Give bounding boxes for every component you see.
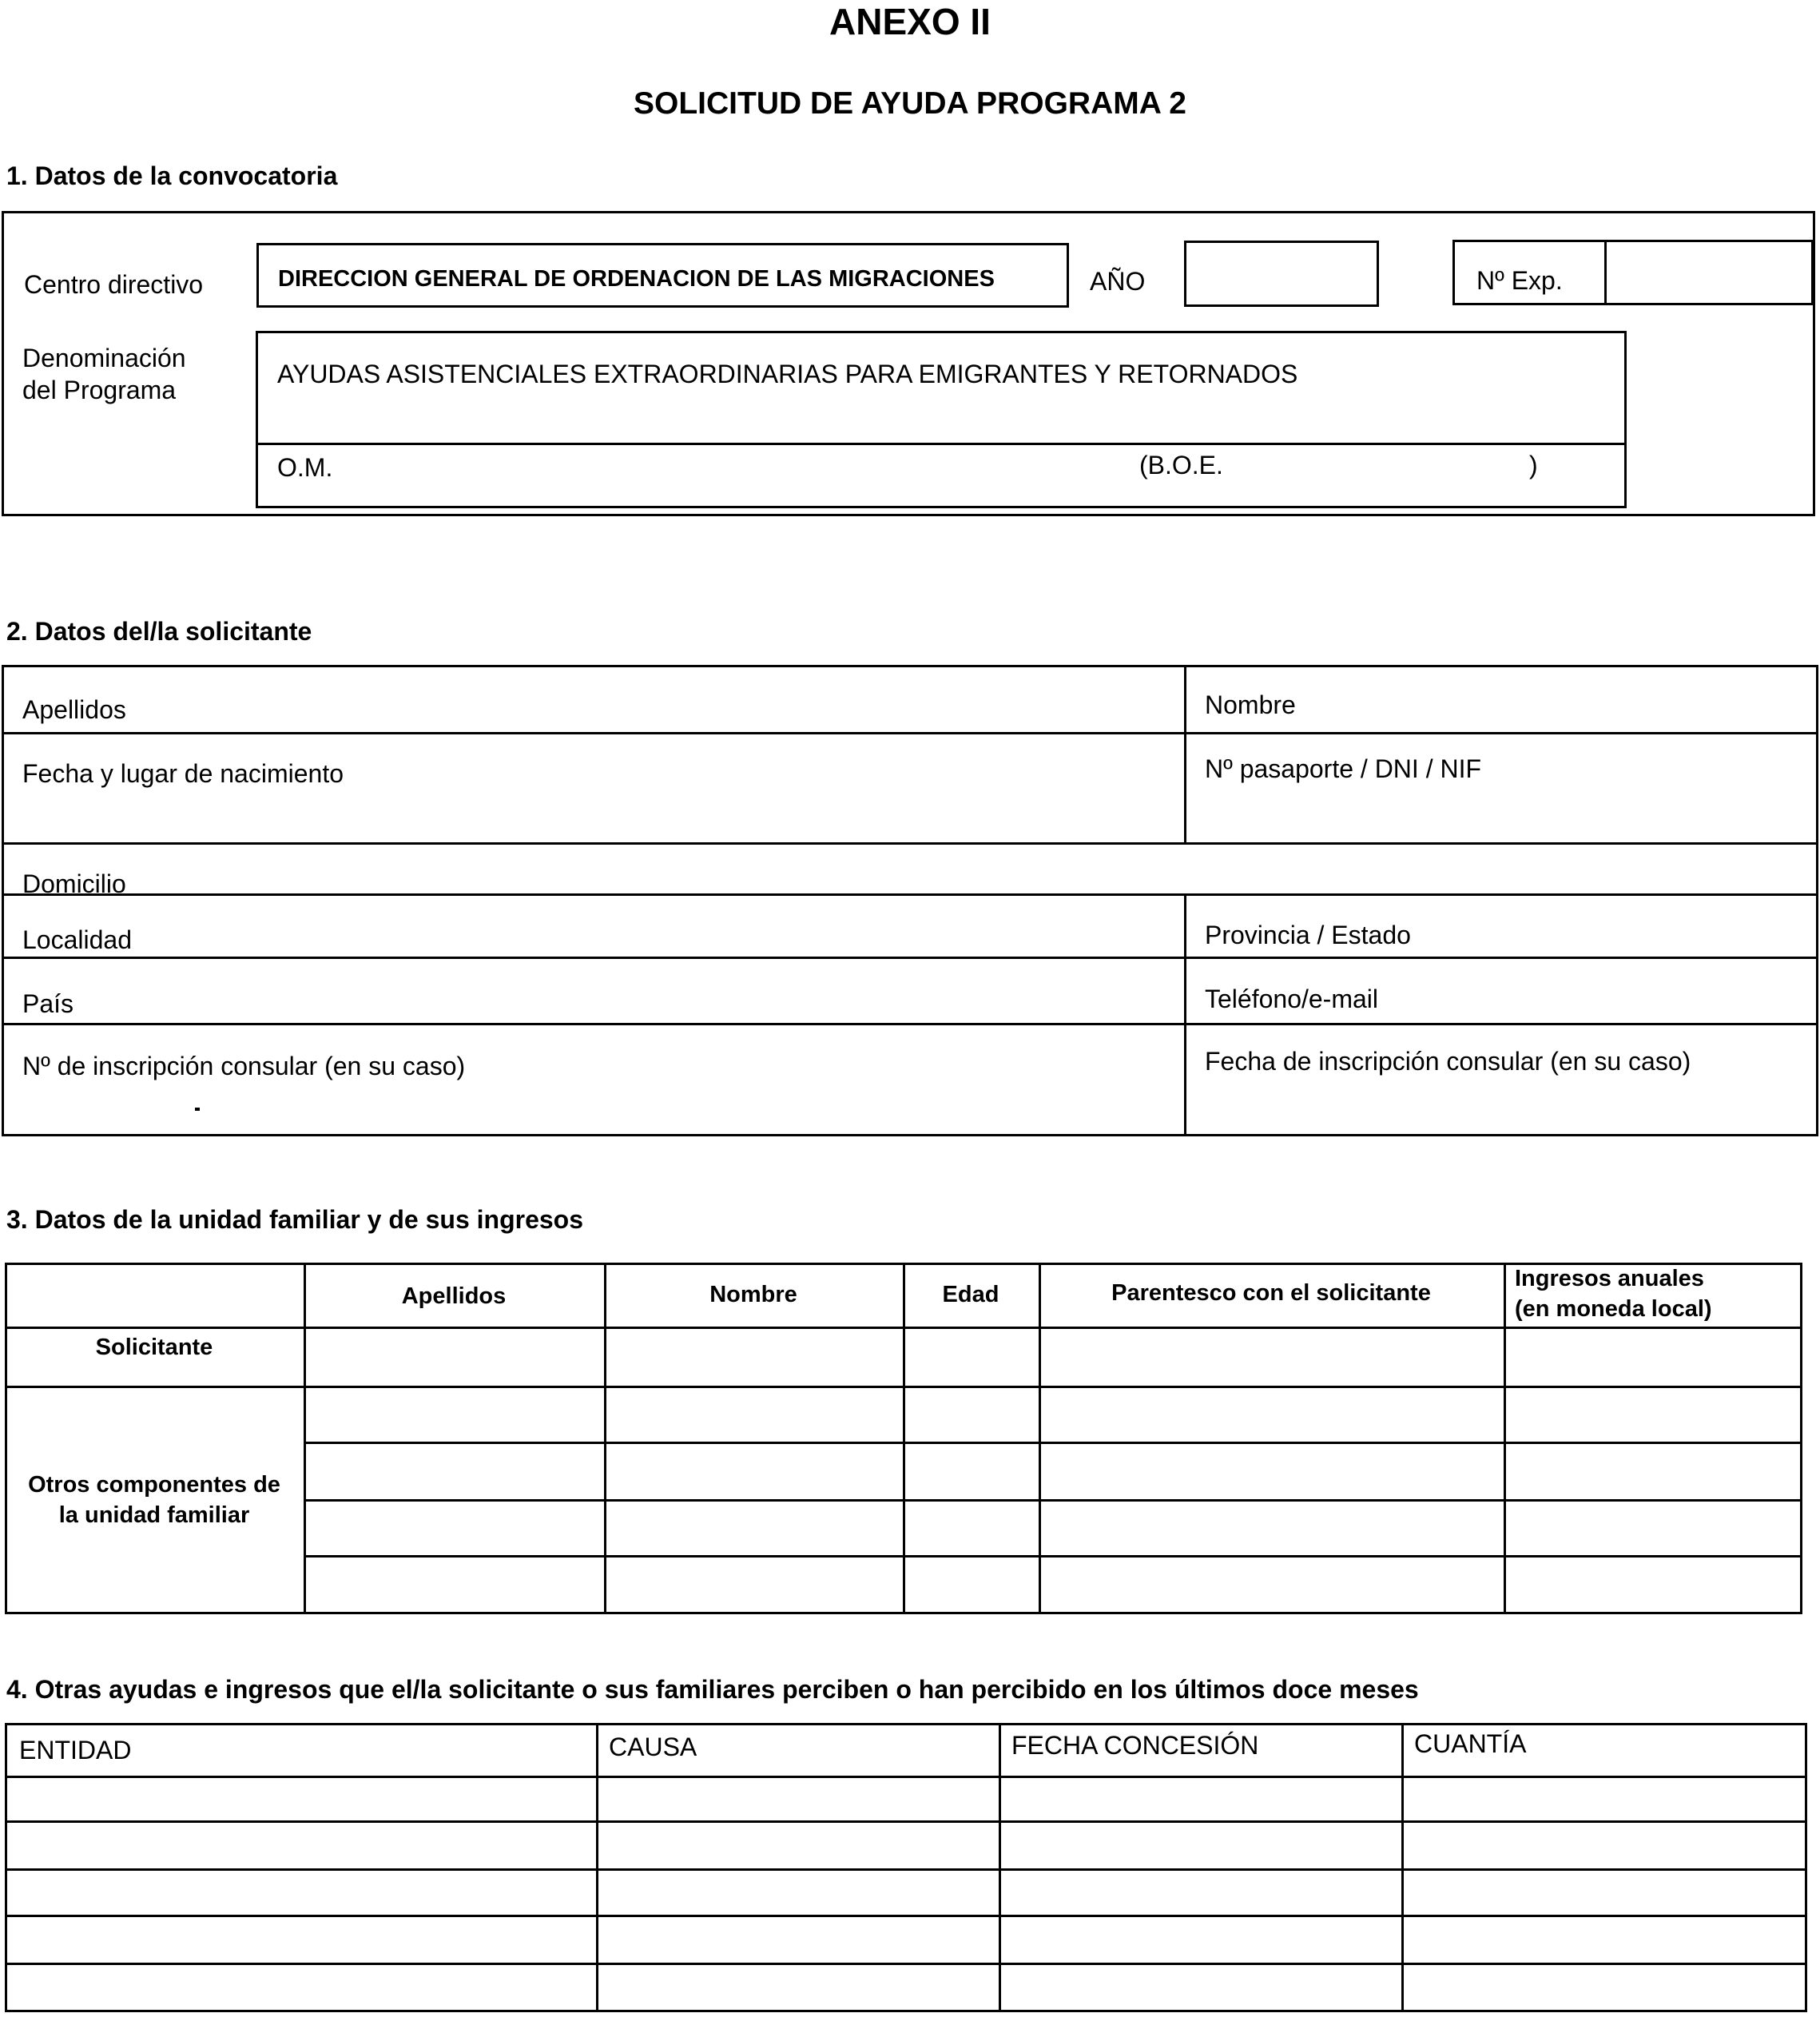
familia-col-line-2	[604, 1263, 606, 1614]
pasaporte-field[interactable]: Nº pasaporte / DNI / NIF	[1205, 754, 1482, 783]
ayudas-row-line-2	[5, 1868, 1807, 1871]
anio-field[interactable]	[1184, 241, 1379, 307]
col-edad-header: Edad	[942, 1282, 999, 1307]
boe-close: )	[1529, 451, 1538, 479]
row-otros-label-1: Otros componentes de	[28, 1472, 280, 1498]
col-entidad-header: ENTIDAD	[19, 1736, 132, 1764]
col-ingresos-header-2: (en moneda local)	[1515, 1296, 1712, 1322]
ayudas-row-line-4	[5, 1963, 1807, 1965]
row-otros-label-2: la unidad familiar	[58, 1502, 250, 1528]
solicitante-row-line-1	[2, 732, 1818, 734]
familia-row-line-1	[304, 1442, 1802, 1444]
denominacion-value: AYUDAS ASISTENCIALES EXTRAORDINARIAS PARA EMIGRANTES Y RETORNADOS	[277, 360, 1298, 388]
pais-field[interactable]: País	[22, 989, 74, 1018]
familia-col-line-5	[1504, 1263, 1506, 1614]
ayudas-col-line-1	[596, 1723, 598, 2012]
telefono-field[interactable]: Teléfono/e-mail	[1205, 985, 1378, 1013]
stray-mark	[195, 1108, 200, 1111]
section4-heading: 4. Otras ayudas e ingresos que el/la solicitante o sus familiares perciben o han percibido en los últimos doce meses	[6, 1675, 1419, 1704]
solicitante-col-line-a	[1184, 665, 1186, 842]
section1-heading: 1. Datos de la convocatoria	[6, 161, 338, 190]
familia-col-line-1	[304, 1263, 306, 1614]
ayudas-header-line	[5, 1776, 1807, 1778]
solicitante-row-line-4	[2, 957, 1818, 959]
ayudas-row-line-3	[5, 1915, 1807, 1917]
ayudas-row-line-1	[5, 1820, 1807, 1823]
col-cuantia-header: CUANTÍA	[1414, 1729, 1527, 1758]
col-causa-header: CAUSA	[609, 1733, 697, 1761]
denominacion-label-line2: del Programa	[22, 376, 177, 404]
section3-heading: 3. Datos de la unidad familiar y de sus ingresos	[6, 1205, 583, 1234]
row-solicitante-label: Solicitante	[95, 1335, 213, 1360]
col-fecha-concesion-header: FECHA CONCESIÓN	[1011, 1731, 1259, 1760]
familia-col-line-3	[903, 1263, 905, 1614]
om-label[interactable]: O.M.	[277, 453, 333, 482]
section2-heading: 2. Datos del/la solicitante	[6, 617, 312, 646]
solicitante-row-line-5	[2, 1023, 1818, 1025]
solicitante-row-line-2	[2, 842, 1818, 845]
centro-directivo-label: Centro directivo	[24, 270, 204, 299]
fecha-lugar-nacimiento-field[interactable]: Fecha y lugar de nacimiento	[22, 759, 344, 788]
ayudas-table	[5, 1723, 1807, 2012]
anio-label: AÑO	[1090, 267, 1146, 296]
solicitante-row-line-3	[2, 893, 1818, 896]
centro-directivo-value: DIRECCION GENERAL DE ORDENACION DE LAS MIGRACIONES	[278, 266, 995, 292]
apellidos-field[interactable]: Apellidos	[22, 695, 126, 724]
nombre-field[interactable]: Nombre	[1205, 690, 1296, 719]
denominacion-divider	[256, 443, 1627, 445]
familia-col-line-4	[1039, 1263, 1041, 1614]
exp-label: Nº Exp.	[1476, 266, 1563, 295]
denominacion-label-line1: Denominación	[22, 344, 186, 372]
col-ingresos-header-1: Ingresos anuales	[1515, 1266, 1704, 1291]
ayudas-col-line-3	[1401, 1723, 1404, 2012]
col-parentesco-header: Parentesco con el solicitante	[1111, 1280, 1431, 1306]
col-nombre-header: Nombre	[709, 1282, 797, 1307]
ayudas-col-line-2	[999, 1723, 1001, 2012]
localidad-field[interactable]: Localidad	[22, 925, 132, 954]
domicilio-field[interactable]: Domicilio	[22, 869, 126, 898]
exp-divider	[1604, 240, 1607, 305]
col-apellidos-header: Apellidos	[401, 1283, 507, 1309]
denominacion-field[interactable]	[256, 331, 1627, 508]
boe-label[interactable]: (B.O.E.	[1139, 451, 1223, 479]
page-subtitle: SOLICITUD DE AYUDA PROGRAMA 2	[634, 86, 1186, 121]
provincia-field[interactable]: Provincia / Estado	[1205, 921, 1411, 949]
fecha-inscripcion-field[interactable]: Fecha de inscripción consular (en su caso)	[1205, 1047, 1691, 1076]
page-title: ANEXO II	[829, 1, 991, 42]
inscripcion-consular-field[interactable]: Nº de inscripción consular (en su caso)	[22, 1052, 466, 1080]
solicitante-col-line-b	[1184, 893, 1186, 1136]
familia-row-line-2	[304, 1499, 1802, 1502]
familia-row-line-3	[304, 1555, 1802, 1558]
